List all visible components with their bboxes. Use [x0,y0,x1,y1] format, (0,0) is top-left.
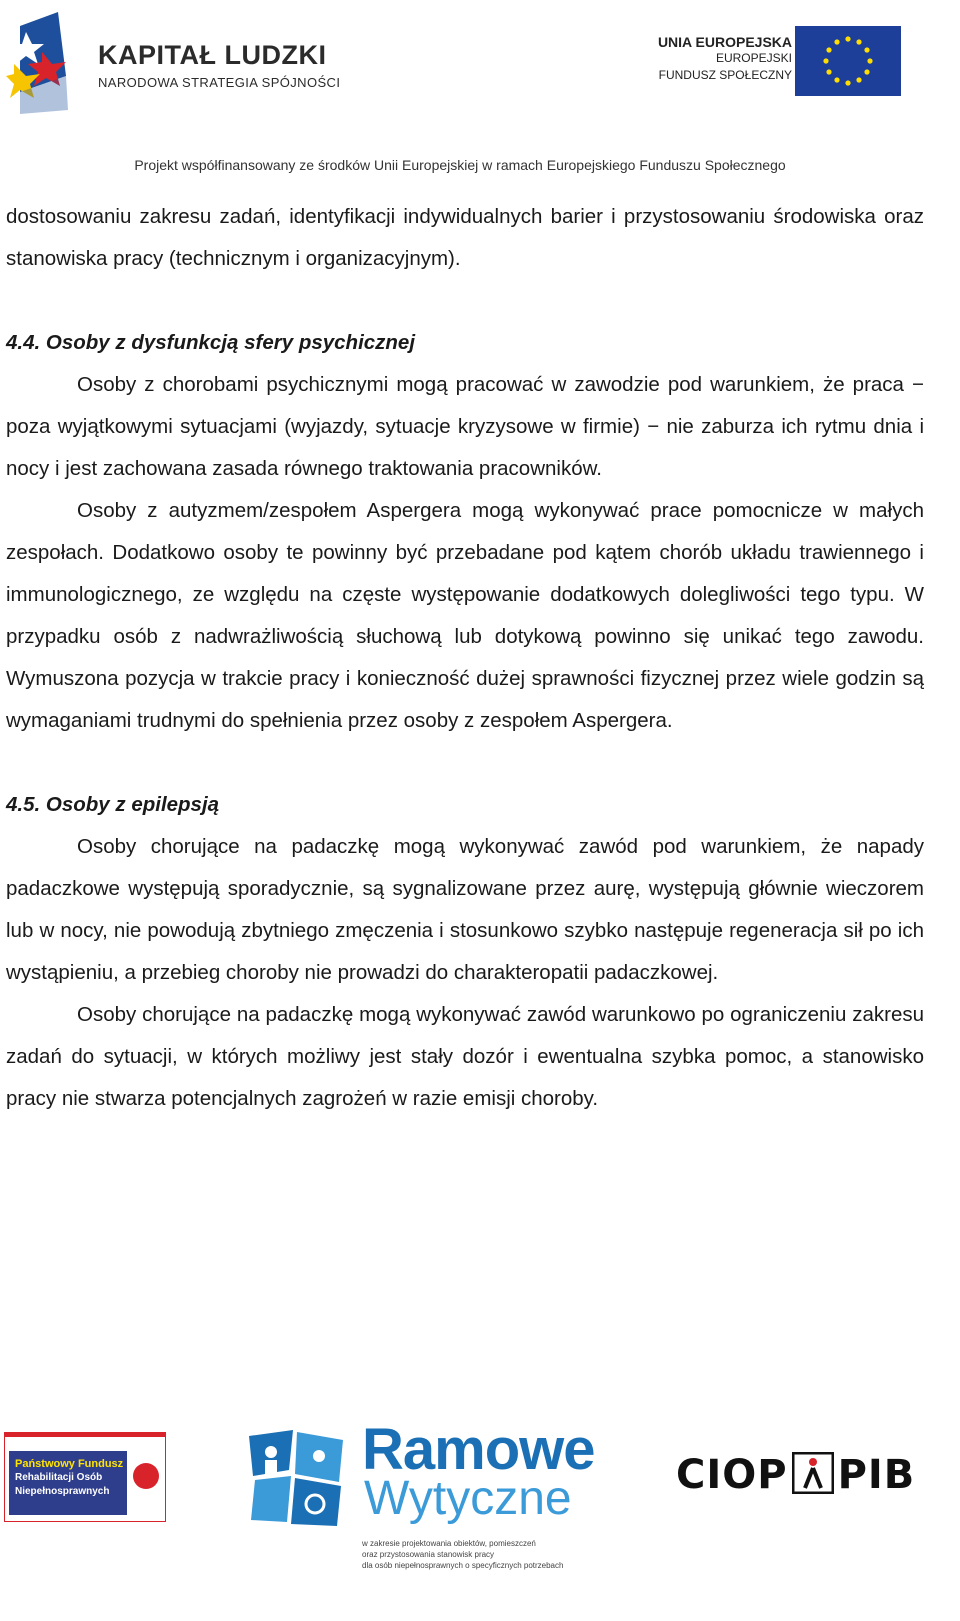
pfron-text-box [9,1451,127,1515]
ciop-pib-logo [676,1452,915,1498]
section-4-4-paragraph-2: Osoby z autyzmem/zespołem Aspergera mogą wykonywać prace pomocnicze w małych zespołach. Dodatkowo osoby te powinny być przebadane pod kątem chorób układu trawiennego i immunologicznego, ze względu na częste występowanie dodatkowych dolegliwości tego typu. W przypadku osób z nadwrażliwością słuchową lub dotykową powinno się unikać tego zawodu. Wymuszona pozycja w trakcie pracy i konieczność dużej sprawności fizycznej przez wiele godzin są wymaganiami trudnymi do spełnienia przez osoby z zespołem Aspergera. [6,499,924,732]
kapital-ludzki-logo-icon [6,6,74,114]
eu-line-1: UNIA EUROPEJSKA [657,34,792,50]
wytyczne-title: Wytyczne [364,1472,572,1525]
pfron-logo [4,1432,166,1522]
eu-flag-icon [795,26,901,96]
section-4-5-paragraph-1: Osoby chorujące na padaczkę mogą wykonywać zawód pod warunkiem, że napady padaczkowe występują sporadycznie, są sygnalizowane przez aurę, występują głównie wieczorem lub w nocy, nie powodują zbytniego zmęczenia i stosunkowo szybko następuje regeneracja sił po ich wystąpieniu, a przebieg choroby nie prowadzi do charakteropatii padaczkowej. [6,835,924,984]
spacer [6,742,924,784]
ramowe-wytyczne-subtitle [362,1538,563,1571]
spacer [6,280,924,322]
rw-small-line-1: w zakresie projektowania obiektów, pomieszczeń [362,1539,536,1548]
eu-text-block [632,34,792,84]
document-body [6,196,924,1120]
eu-line-2: EUROPEJSKI [715,51,792,65]
ramowe-wytyczne-figure-icon [249,1430,345,1526]
section-4-4-paragraph-1: Osoby z chorobami psychicznymi mogą pracować w zawodzie pod warunkiem, że praca − poza wyjątkowymi sytuacjami (wyjazdy, sytuacje kryzysowe w firmie) − nie zaburza ich rytmu dnia i nocy i jest zachowana zasada równego traktowania pracowników. [6,373,924,480]
section-heading-4-5: 4.5. Osoby z epilepsją [6,793,220,816]
pfron-top-bar [5,1433,165,1437]
section-4-5-paragraph-2: Osoby chorujące na padaczkę mogą wykonywać zawód warunkowo po ograniczeniu zakresu zadań do sytuacji, w których możliwy jest stały dozór i ewentualna szybka pomoc, a stanowisko pracy nie stwarza potencjalnych zagrożeń w razie emisji choroby. [6,1003,924,1110]
rw-small-line-3: dla osób niepełnosprawnych o specyficznych potrzebach [362,1561,564,1570]
pfron-line-3: Niepełnosprawnych [15,1486,110,1497]
pfron-line-2: Rehabilitacji Osób [15,1472,103,1483]
ciop-figure-icon [792,1452,834,1494]
rw-small-line-2: oraz przystosowania stanowisk pracy [362,1550,495,1559]
program-title: KAPITAŁ LUDZKI [98,40,327,70]
ciop-text: CIOP [676,1452,788,1498]
intro-paragraph: dostosowaniu zakresu zadań, identyfikacji indywidualnych barier i przystosowaniu środowiska oraz stanowiska pracy (technicznym i organizacyjnym). [6,205,924,270]
section-heading-4-4: 4.4. Osoby z dysfunkcją sfery psychicznej [6,331,416,354]
ramowe-title: Ramowe [362,1417,595,1482]
pfron-line-1: Państwowy Fundusz [15,1458,124,1470]
page-header [0,0,960,190]
eu-line-3: FUNDUSZ SPOŁECZNY [658,68,792,82]
project-cofinancing-line: Projekt współfinansowany ze środków Unii Europejskiej w ramach Europejskiego Funduszu Społecznego [134,157,786,173]
program-subtitle: NARODOWA STRATEGIA SPÓJNOŚCI [98,75,341,90]
pfron-circle-icon [133,1463,159,1489]
pib-text: PIB [837,1452,916,1498]
